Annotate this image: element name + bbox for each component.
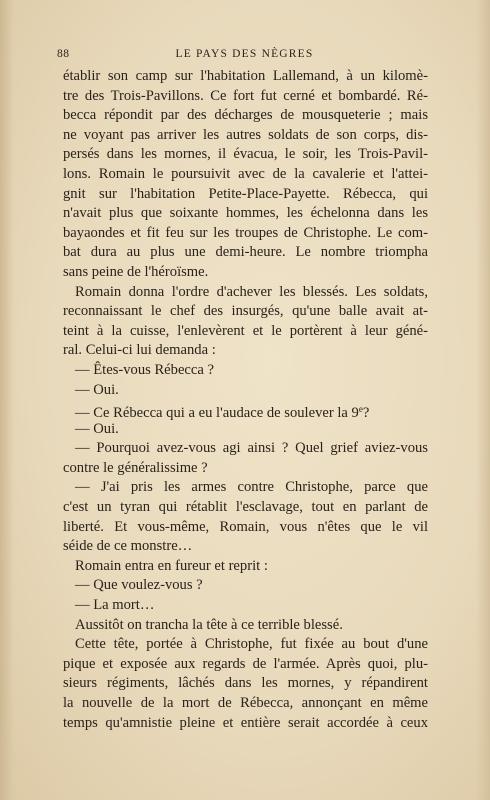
text-line: bayaondes et fit feu sur les troupes de Christophe. Le com- bbox=[63, 224, 428, 241]
text-line: gnit sur l'habitation Petite-Place-Payette. Rébecca, qui bbox=[63, 185, 428, 202]
text-line: sans peine de l'héroïsme. bbox=[63, 263, 209, 280]
text-line: Cette tête, portée à Christophe, fut fixée au bout d'une bbox=[75, 636, 428, 653]
text-line: temps qu'amnistie pleine et entière serait accordée à ceux bbox=[63, 714, 428, 731]
page-edge-right bbox=[476, 0, 490, 800]
text-line: reconnaissant le chef des insurgés, qu'une balle avait at- bbox=[63, 303, 428, 320]
dialogue-line: — J'ai pris les armes contre Christophe, parce que bbox=[75, 479, 428, 496]
dialogue-line: — Oui. bbox=[75, 381, 119, 398]
text-line: ne voyant pas arriver les autres soldats de son corps, dis- bbox=[63, 126, 428, 143]
text-line: établir son camp sur l'habitation Lallemand, à un kilomè- bbox=[63, 68, 428, 84]
text-line: teint à la cuisse, l'enlevèrent et le portèrent à leur géné- bbox=[63, 322, 428, 339]
text-line: liberté. Et vous-même, Romain, vous n'êtes que le vil bbox=[63, 518, 428, 535]
page-header bbox=[57, 48, 432, 64]
body-text bbox=[63, 67, 428, 733]
text-line: persés dans les mornes, il évacua, le soir, les Trois-Pavil- bbox=[63, 146, 428, 163]
dialogue-line: — La mort… bbox=[75, 597, 155, 614]
text-line: pique et exposée aux regards de l'armée. Après quoi, plu- bbox=[63, 655, 428, 672]
text-line: la nouvelle de la mort de Rébecca, annonçant en même bbox=[63, 695, 428, 711]
running-title: LE PAYS DES NÈGRES bbox=[175, 48, 314, 60]
text-line: tre des Trois-Pavillons. Ce fort fut cerné et bombardé. Ré- bbox=[63, 87, 428, 104]
text-line: Aussitôt on trancha la tête à ce terrible blessé. bbox=[75, 616, 343, 633]
text-line: séide de ce monstre… bbox=[63, 538, 193, 555]
text-line: bat dura au plus une demi-heure. Le nombre triompha bbox=[63, 244, 428, 261]
text-line: lons. Romain le poursuivit avec de la cavalerie et l'attei- bbox=[63, 165, 428, 182]
dialogue-line: — Êtes-vous Rébecca ? bbox=[75, 361, 214, 378]
text-line: ral. Celui-ci lui demanda : bbox=[63, 342, 216, 359]
text-line: n'avait plus que soixante hommes, les échelonna dans les bbox=[63, 205, 428, 222]
page-number: 88 bbox=[57, 48, 70, 60]
page-edge-left bbox=[0, 0, 14, 800]
text-line: Romain entra en fureur et reprit : bbox=[75, 557, 268, 574]
text-line: contre le généralissime ? bbox=[63, 459, 208, 476]
dialogue-line: — Oui. bbox=[75, 420, 119, 437]
text-line: c'est un tyran qui rétablit l'esclavage, tout en parlant de bbox=[63, 499, 428, 516]
text-line: sieurs régiments, lâchés dans les mornes, y répandirent bbox=[63, 675, 428, 692]
text-line: Romain donna l'ordre d'achever les blessés. Les soldats, bbox=[75, 283, 428, 300]
dialogue-text: ? bbox=[362, 405, 370, 422]
dialogue-line bbox=[63, 400, 428, 420]
dialogue-text: — Ce Rébecca qui a eu l'audace de soulever la 9 bbox=[75, 405, 359, 422]
text-line: becca répondit par des décharges de mousqueterie ; mais bbox=[63, 107, 428, 124]
dialogue-line: — Pourquoi avez-vous agi ainsi ? Quel grief aviez-vous bbox=[75, 440, 428, 457]
superscript: e bbox=[358, 404, 363, 415]
dialogue-line: — Que voulez-vous ? bbox=[75, 577, 203, 594]
